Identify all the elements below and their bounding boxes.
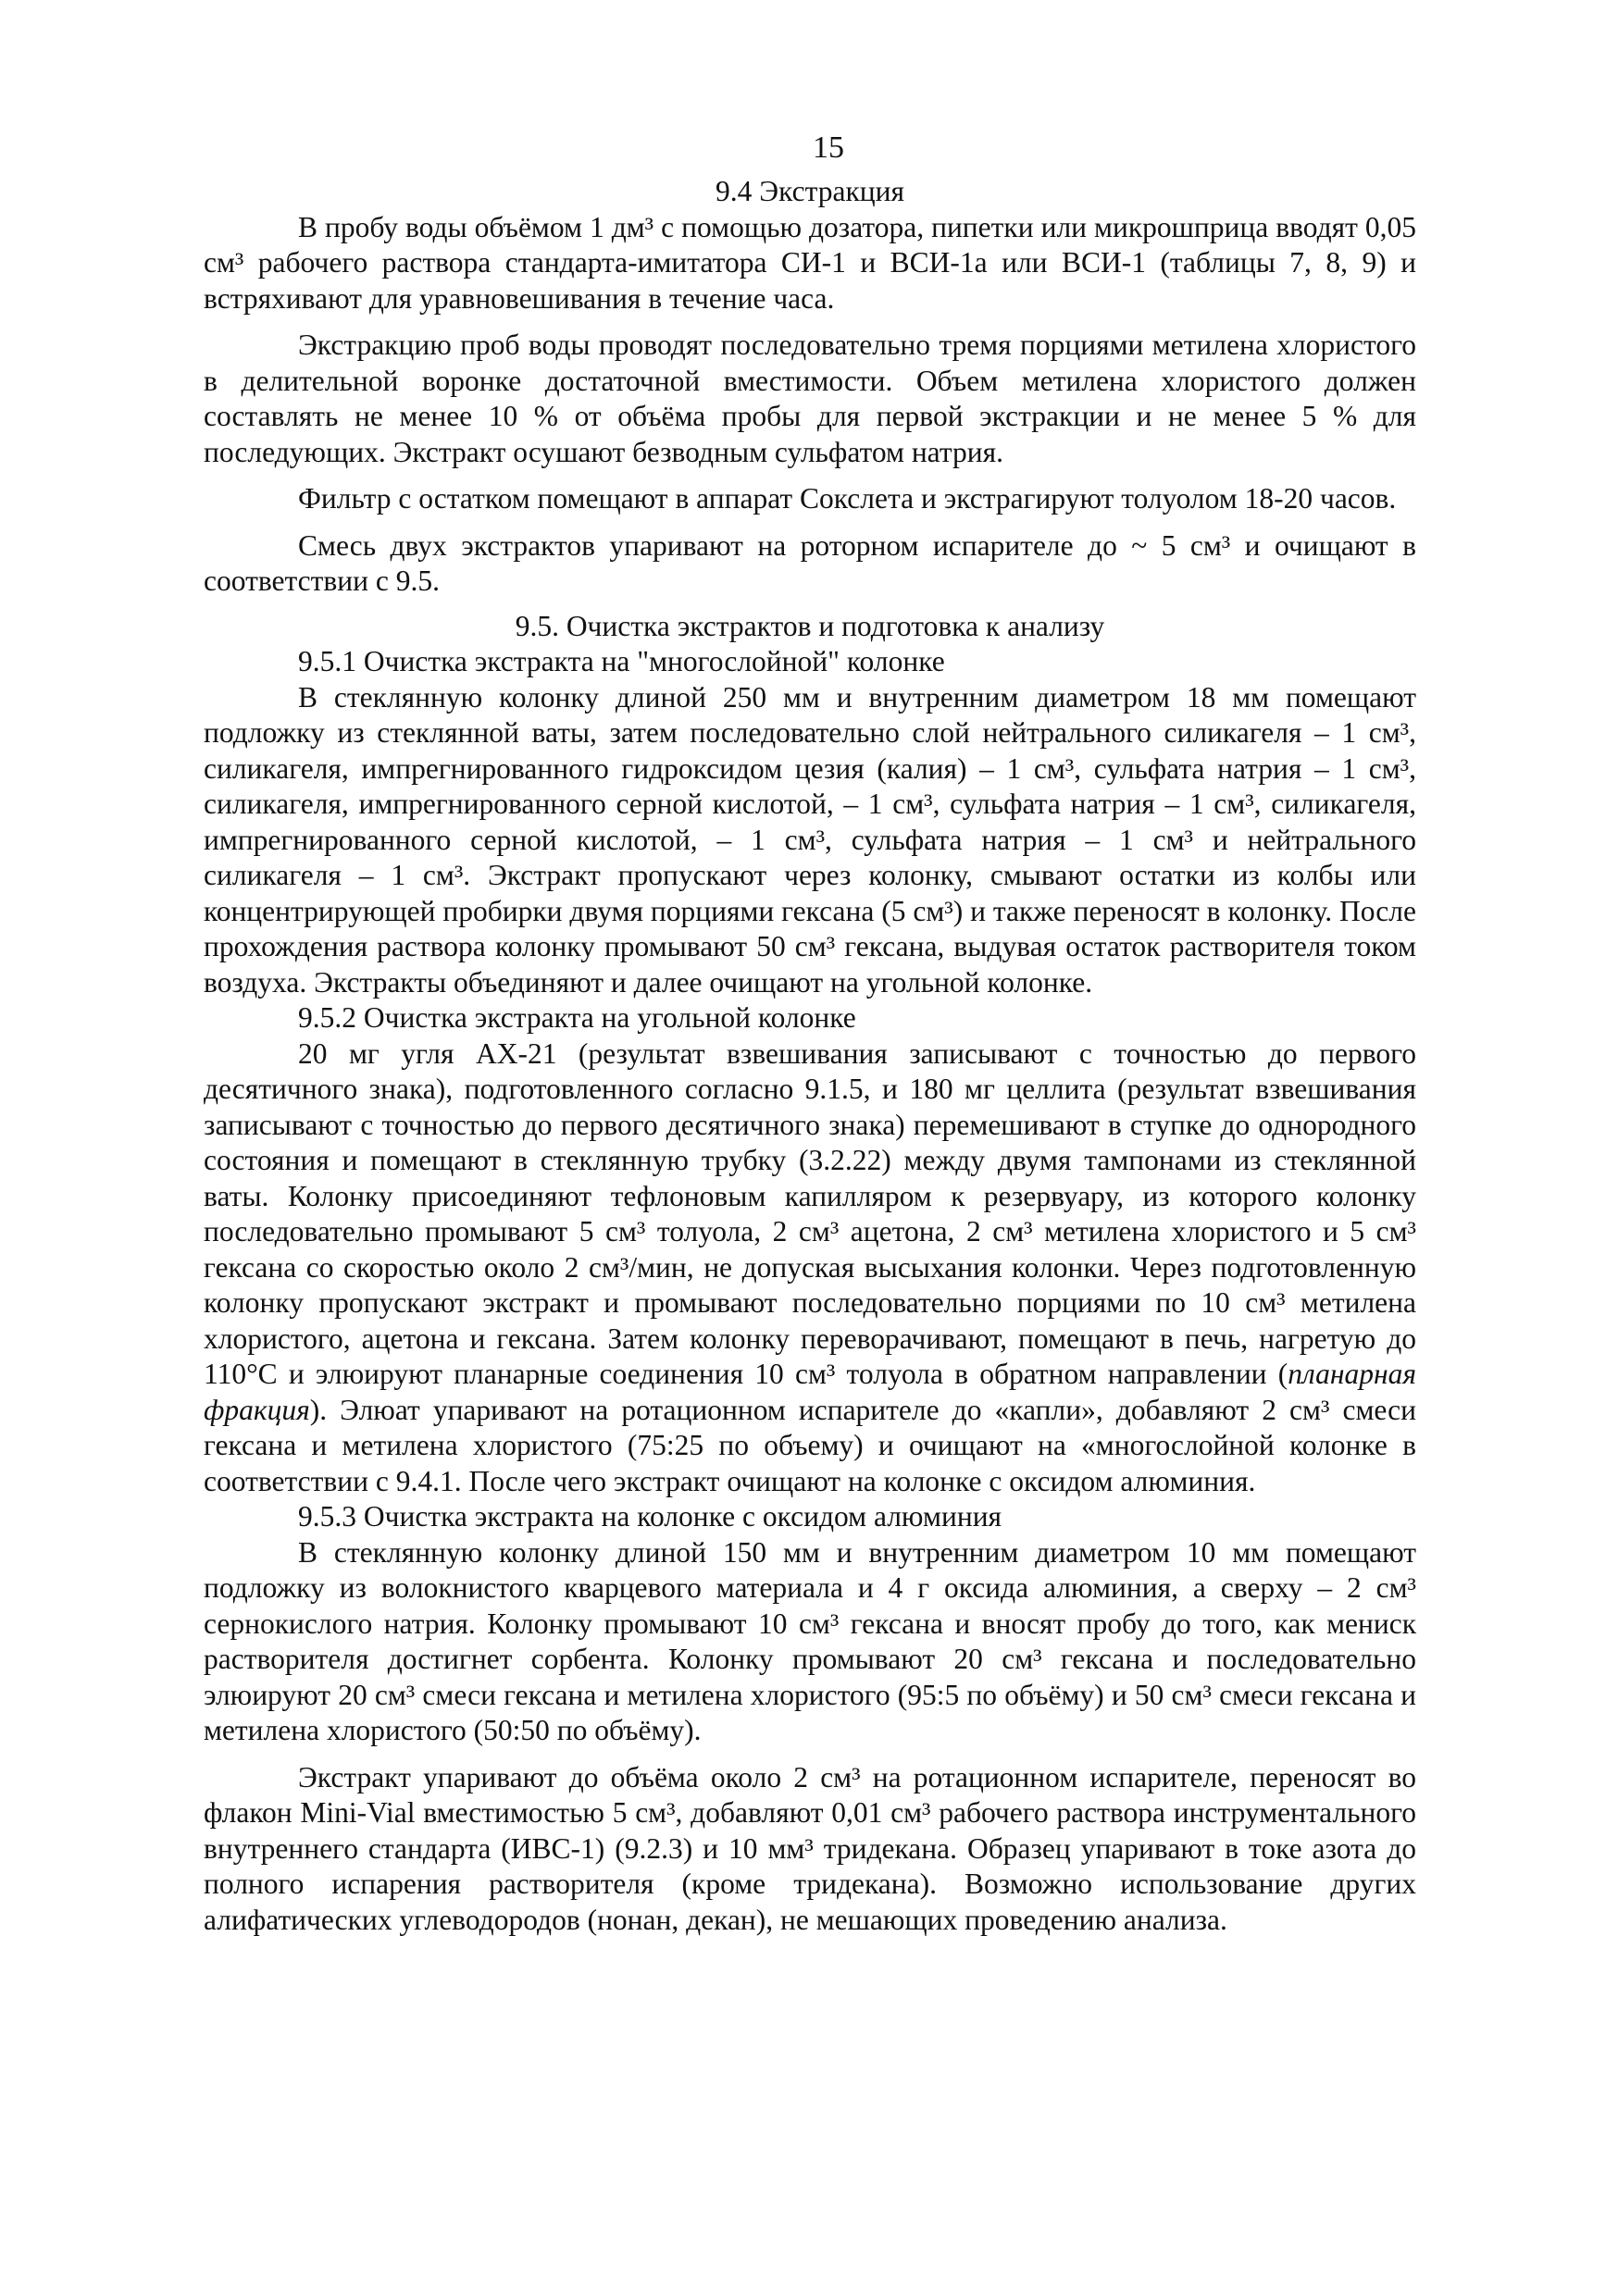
section-9-4-paragraph-4: Смесь двух экстрактов упаривают на роторном испарителе до ~ 5 см³ и очищают в соответствии с 9.5. bbox=[204, 528, 1416, 597]
section-9-5-3-heading: 9.5.3 Очистка экстракта на колонке с оксидом алюминия bbox=[298, 1500, 1002, 1533]
section-9-5-2-heading: 9.5.2 Очистка экстракта на угольной колонке bbox=[298, 1001, 856, 1034]
section-9-4-paragraph-1: В пробу воды объёмом 1 дм³ с помощью дозатора, пипетки или микрошприца вводят 0,05 см³ рабочего раствора стандарта-имитатора СИ-1 и ВСИ-1а или ВСИ-1 (таблицы 7, 8, 9) и встряхивают для уравновешивания в течение часа. bbox=[204, 210, 1416, 315]
planar-fraction-term: планарная фракция bbox=[204, 1358, 1416, 1426]
section-9-4-paragraph-3: Фильтр с остатком помещают в аппарат Сокслета и экстрагируют толуолом 18-20 часов. bbox=[298, 482, 1397, 515]
section-9-5-heading: 9.5. Очистка экстрактов и подготовка к анализу bbox=[515, 609, 1105, 642]
section-9-5-1-paragraph-1: В стеклянную колонку длиной 250 мм и внутренним диаметром 18 мм помещают подложку из стеклянной ваты, затем последовательно слой нейтрального силикагеля – 1 см³, силикагеля, импрегнированного гидроксидом цезия (калия) – 1 см³, сульфата натрия – 1 см³, силикагеля, импрегнированного серной кислотой, – 1 см³, сульфата натрия – 1 см³, силикагеля, импрегнированного серной кислотой, – 1 см³, сульфата натрия – 1 см³ и нейтрального силикагеля – 1 см³. Экстракт пропускают через колонку, смывают остатки из колбы или концентрирующей пробирки двумя порциями гексана (5 см³) и также переносят в колонку. После прохождения раствора колонку промывают 50 см³ гексана, выдувая остаток растворителя током воздуха. Экстракты объединяют и далее очищают на угольной колонке. bbox=[204, 680, 1416, 999]
section-9-5-3-paragraph-1: В стеклянную колонку длиной 150 мм и внутренним диаметром 10 мм помещают подложку из волокнистого кварцевого материала и 4 г оксида алюминия, а сверху – 2 см³ сернокислого натрия. Колонку промывают 10 см³ гексана и вносят пробу до того, как мениск растворителя достигнет сорбента. Колонку промывают 20 см³ гексана и последовательно элюируют 20 см³ смеси гексана и метилена хлористого (95:5 по объёму) и 50 см³ смеси гексана и метилена хлористого (50:50 по объёму). bbox=[204, 1535, 1416, 1746]
section-9-5-2-text-a: 20 мг угля АХ-21 (результат взвешивания записывают с точностью до первого десятичного знака), подготовленного согласно 9.1.5, и 180 мг целлита (результат взвешивания записывают с точностью до первого десятичного знака) перемешивают в ступке до однородного состояния и помещают в стеклянную трубку (3.2.22) между двумя тампонами из стеклянной ваты. Колонку присоединяют тефлоновым капилляром к резервуару, из которого колонку последовательно промывают 5 см³ толуола, 2 см³ ацетона, 2 см³ метилена хлористого и 5 см³ гексана со скоростью около 2 см³/мин, не допуская высыхания колонки. Через подготовленную колонку пропускают экстракт и промывают последовательно порциями по 10 см³ метилена хлористого, ацетона и гексана. Затем колонку переворачивают, помещают в печь, нагретую до 110°С и элюируют планарные соединения 10 см³ толуола в обратном направлении ( bbox=[204, 1036, 1416, 1390]
section-9-4-heading: 9.4 Экстракция bbox=[716, 175, 904, 207]
section-9-4-paragraph-2: Экстракцию проб воды проводят последовательно тремя порциями метилена хлористого в делительной воронке достаточной вместимости. Объем метилена хлористого должен составлять не менее 10 % от объёма пробы для первой экстракции и не менее 5 % для последующих. Экстракт осушают безводным сульфатом натрия. bbox=[204, 329, 1416, 468]
section-9-5-1-heading: 9.5.1 Очистка экстракта на "многослойной" колонке bbox=[298, 645, 945, 677]
page-number: 15 bbox=[813, 130, 844, 165]
section-9-5-2-text-b: ). Элюат упаривают на ротационном испарителе до «капли», добавляют 2 см³ смеси гексана и метилена хлористого (75:25 по объему) и очищают на «многослойной колонке в соответствии с 9.4.1. После чего экстракт очищают на колонке с оксидом алюминия. bbox=[204, 1393, 1416, 1497]
document-page bbox=[204, 130, 1416, 1938]
section-9-5-2-paragraph-1 bbox=[204, 1036, 1416, 1500]
section-9-5-3-paragraph-2: Экстракт упаривают до объёма около 2 см³ на ротационном испарителе, переносят во флакон Mini-Vial вместимостью 5 см³, добавляют 0,01 см³ рабочего раствора инструментального внутреннего стандарта (ИВС-1) (9.2.3) и 10 мм³ тридекана. Образец упаривают в токе азота до полного испарения растворителя (кроме тридекана). Возможно использование других алифатических углеводородов (нонан, декан), не мешающих проведению анализа. bbox=[204, 1760, 1416, 1936]
